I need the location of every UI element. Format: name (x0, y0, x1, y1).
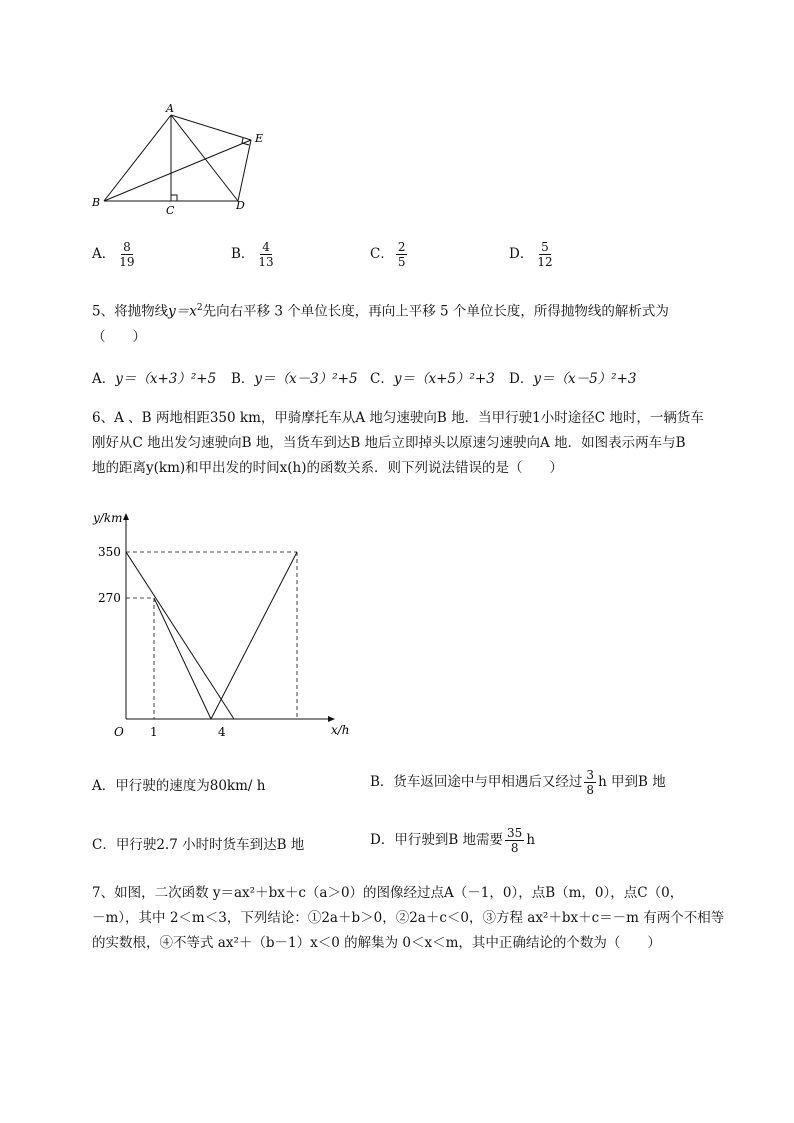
xtick-1: 1 (150, 725, 158, 739)
q5-option-d[interactable]: D．y＝（x－5）²+3 (509, 371, 637, 387)
q4-option-b[interactable]: B． $\frac{4}{13}$ (231, 240, 274, 269)
q5-option-c[interactable]: C．y＝（x+5）²+3 (370, 371, 495, 387)
q4-option-a[interactable]: A． $\frac{8}{19}$ (92, 240, 135, 269)
q6-option-d[interactable]: D．甲行驶到B 地需要 $\frac{35}{8}$ h (370, 826, 536, 855)
q5-option-b[interactable]: B．y＝（x－3）²+5 (231, 371, 358, 387)
q4-option-c[interactable]: C． $\frac{2}{5}$ (370, 240, 406, 269)
q6-option-a[interactable]: A．甲行驶的速度为80km/ h (92, 778, 266, 794)
ytick-350: 350 (98, 545, 121, 559)
q6-option-c[interactable]: C．甲行驶2.7 小时时货车到达B 地 (92, 837, 305, 853)
label-C: C (166, 204, 175, 217)
line-truck-return (211, 552, 297, 719)
origin-label: O (114, 725, 124, 739)
q6-stem: 6、A 、B 两地相距350 km，甲骑摩托车从A 地匀速驶向B 地．当甲行驶1小时途径C 地时，一辆货车 刚好从C 地出发匀速驶向B 地，当货车到达B 地后立即掉头以原速匀速驶向A 地．如图表示两车与B 地的距离y(km)和甲出发的时间x(h)的函数关系．则下列说法错误的是（ ） (92, 410, 704, 476)
line-truck-going (154, 598, 211, 719)
xtick-4: 4 (218, 725, 226, 739)
segment-AE (171, 115, 251, 140)
ytick-270: 270 (98, 591, 121, 605)
q7-stem: 7、如图，二次函数 y＝ax²＋bx＋c（a＞0）的图像经过点A（－1，0），点B（m，0），点C（0， －m），其中 2＜m＜3，下列结论：①2a＋b＞0，②2a＋c＜0，③方程 ax²＋bx＋c＝－m 有两个不相等 的实数根，④不等式 ax²＋（b－1）x＜0 的解集为 0＜x＜m，其中正确结论的个数为（ ） (92, 885, 725, 951)
x-axis-label: x/h (331, 723, 350, 737)
label-E: E (255, 132, 264, 145)
q4-geometry-figure (88, 98, 278, 218)
q6-option-b[interactable]: B．货车返回途中与甲相遇后又经过 $\frac{3}{8}$ h 甲到B 地 (370, 768, 666, 797)
line-jia (126, 552, 234, 719)
segment-BE (104, 140, 251, 201)
segment-AB (104, 115, 171, 201)
label-A: A (166, 102, 174, 115)
segment-ED (238, 140, 251, 201)
q5-option-a[interactable]: A．y＝（x+3）²+5 (92, 371, 217, 387)
q6-distance-time-graph (90, 506, 360, 742)
label-D: D (236, 199, 245, 212)
y-axis-label: y/km (93, 511, 123, 525)
q5-stem: 5、将抛物线$y=x^2$先向右平移 3 个单位长度，再向上平移 5 个单位长度，所得抛物线的解析式为 （ ） (92, 303, 669, 345)
segment-AD (171, 115, 238, 201)
q4-option-d[interactable]: D． $\frac{5}{12}$ (509, 240, 553, 269)
right-angle-mark-C (171, 195, 177, 201)
label-B: B (92, 196, 101, 209)
